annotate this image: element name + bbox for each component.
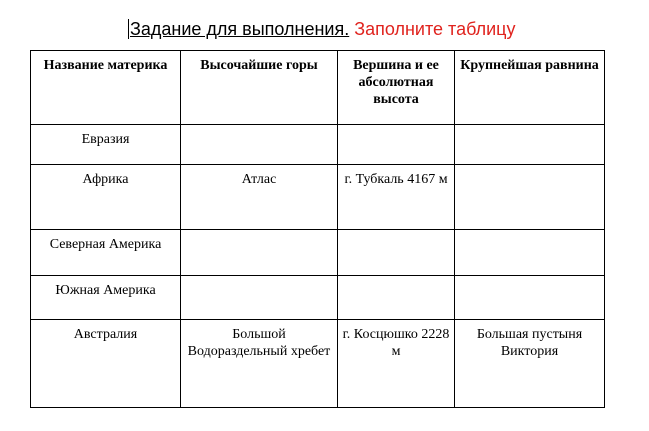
table-header-row [31, 51, 605, 125]
cell-continent: Южная Америка [31, 276, 181, 320]
task-instruction: Заполните таблицу [354, 19, 516, 39]
cell-mountains[interactable] [181, 125, 338, 165]
cell-plain[interactable]: Большая пустыня Виктория [455, 320, 605, 408]
cell-peak[interactable] [338, 230, 455, 276]
cell-mountains[interactable]: Большой Водораздельный хребет [181, 320, 338, 408]
cell-mountains[interactable] [181, 276, 338, 320]
cell-peak[interactable]: г. Косцюшко 2228 м [338, 320, 455, 408]
cell-plain[interactable] [455, 276, 605, 320]
table-row [31, 276, 605, 320]
cell-mountains[interactable]: Атлас [181, 165, 338, 230]
task-heading [128, 18, 515, 40]
cell-peak[interactable] [338, 276, 455, 320]
cell-continent: Африка [31, 165, 181, 230]
header-highest-mountains: Высочайшие горы [181, 51, 338, 125]
continents-table [30, 50, 605, 408]
table-row [31, 230, 605, 276]
cell-plain[interactable] [455, 125, 605, 165]
cell-peak[interactable]: г. Тубкаль 4167 м [338, 165, 455, 230]
header-largest-plain: Крупнейшая равнина [455, 51, 605, 125]
task-title: Задание для выполнения. [130, 19, 350, 39]
text-cursor [128, 19, 129, 39]
cell-peak[interactable] [338, 125, 455, 165]
table-row [31, 165, 605, 230]
header-continent: Название материка [31, 51, 181, 125]
header-peak-height: Вершина и ее абсолютная высота [338, 51, 455, 125]
cell-mountains[interactable] [181, 230, 338, 276]
cell-plain[interactable] [455, 230, 605, 276]
cell-continent: Евразия [31, 125, 181, 165]
cell-plain[interactable] [455, 165, 605, 230]
table-row [31, 320, 605, 408]
cell-continent: Австралия [31, 320, 181, 408]
cell-continent: Северная Америка [31, 230, 181, 276]
table-row [31, 125, 605, 165]
